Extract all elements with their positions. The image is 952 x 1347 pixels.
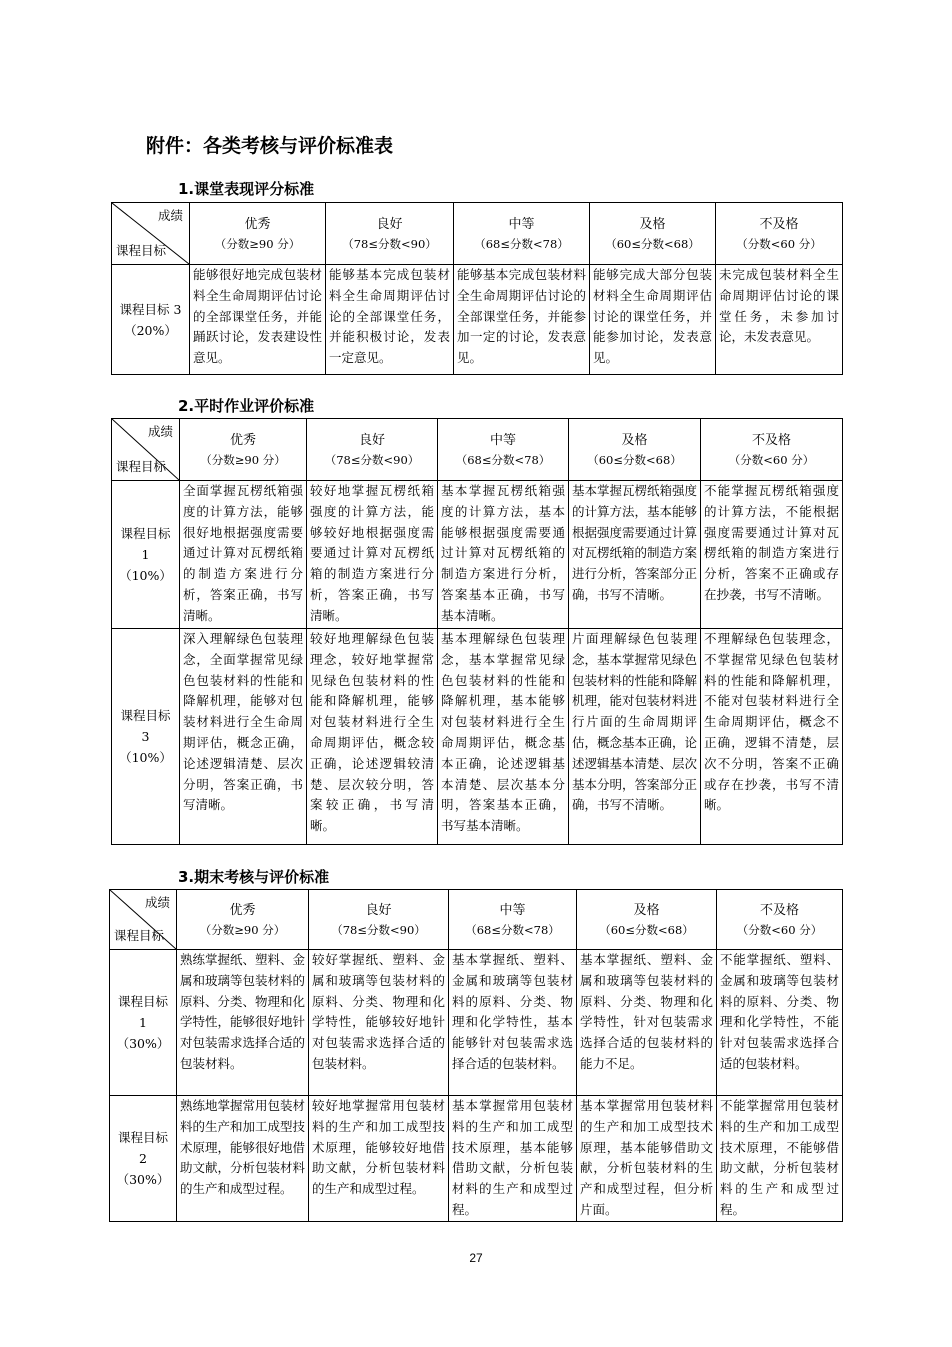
table-row bbox=[110, 1096, 843, 1222]
criteria-cell: 全面掌握瓦楞纸箱强度的计算方法，能够很好地根据强度需要通过计算对瓦楞纸箱的制造方案进行分析，答案正确，书写清晰。 bbox=[180, 481, 307, 629]
criteria-cell: 不理解绿色包装理念，不掌握常见绿色包装材料的性能和降解机理，不能对包装材料进行全生命周期评估，概念不正确，逻辑不清楚，层次不分明，答案不正确或存在抄袭，书写不清晰。 bbox=[701, 629, 843, 845]
criteria-cell: 深入理解绿色包装理念，全面掌握常见绿色包装材料的性能和降解机理，能够对包装材料进行全生命周期评估，概念正确，论述逻辑清楚、层次分明，答案正确，书写清晰。 bbox=[180, 629, 307, 845]
criteria-cell: 基本掌握常用包装材料的生产和加工成型技术原理，基本能够借助文献，分析包装材料的生产和成型过程，但分析片面。 bbox=[577, 1096, 717, 1222]
corner-target-label: 课程目标 bbox=[116, 459, 167, 475]
grade-header-medium: 中等 （68≤分数<78） bbox=[438, 419, 569, 481]
grade-header-excellent: 优秀 （分数≥90 分） bbox=[180, 419, 307, 481]
grade-header-good: 良好 （78≤分数<90） bbox=[307, 419, 438, 481]
criteria-cell: 基本掌握常用包装材料的生产和加工成型技术原理，基本能够借助文献，分析包装材料的生产和成型过程。 bbox=[449, 1096, 577, 1222]
corner-grade-label: 成绩 bbox=[157, 208, 183, 223]
criteria-cell: 能够基本完成包装材料全生命周期评估讨论的全部课堂任务，并能积极讨论，发表一定意见。 bbox=[326, 265, 454, 375]
section-heading-1: 1.课堂表现评分标准 bbox=[178, 180, 315, 198]
grade-header-good: 良好 （78≤分数<90） bbox=[309, 890, 449, 950]
header-corner-cell bbox=[112, 203, 190, 265]
grade-header-medium: 中等 （68≤分数<78） bbox=[449, 890, 577, 950]
grade-header-medium: 中等 （68≤分数<78） bbox=[454, 203, 590, 265]
header-corner-cell bbox=[110, 890, 177, 950]
criteria-cell: 较好地掌握瓦楞纸箱强度的计算方法，能够较好地根据强度需要通过计算对瓦楞纸箱的制造方案进行分析，答案正确，书写清晰。 bbox=[307, 481, 438, 629]
criteria-cell: 较好地理解绿色包装理念，较好地掌握常见绿色包装材料的性能和降解机理，能够对包装材料进行全生命周期评估，概念较正确，论述逻辑较清楚、层次较分明，答案较正确，书写清晰。 bbox=[307, 629, 438, 845]
corner-grade-label: 成绩 bbox=[144, 895, 170, 910]
course-target-cell: 课程目标 3 （20%） bbox=[112, 265, 190, 375]
criteria-cell: 不能掌握瓦楞纸箱强度的计算方法，不能根据强度需要通过计算对瓦楞纸箱的制造方案进行分析，答案不正确或存在抄袭，书写不清晰。 bbox=[701, 481, 843, 629]
criteria-cell: 较好地掌握常用包装材料的生产和加工成型技术原理，能够较好地借助文献，分析包装材料的生产和成型过程。 bbox=[309, 1096, 449, 1222]
grade-header-excellent: 优秀 （分数≥90 分） bbox=[190, 203, 326, 265]
table-row bbox=[112, 629, 843, 845]
criteria-cell: 能够很好地完成包装材料全生命周期评估讨论的全部课堂任务，并能踊跃讨论，发表建设性意见。 bbox=[190, 265, 326, 375]
corner-target-label: 课程目标 bbox=[116, 243, 167, 259]
criteria-cell: 能够基本完成包装材料全生命周期评估讨论的全部课堂任务，并能参加一定的讨论，发表意见。 bbox=[454, 265, 590, 375]
section-heading-2: 2.平时作业评价标准 bbox=[178, 397, 315, 415]
corner-target-label: 课程目标 bbox=[114, 928, 165, 944]
table-row bbox=[112, 265, 843, 375]
criteria-cell: 片面理解绿色包装理念，基本掌握常见绿色包装材料的性能和降解机理，能对包装材料进行片面的生命周期评估，概念基本正确，论述逻辑基本清楚、层次基本分明，答案部分正确，书写不清晰。 bbox=[569, 629, 701, 845]
criteria-cell: 熟练地掌握常用包装材料的生产和加工成型技术原理，能够很好地借助文献，分析包装材料的生产和成型过程。 bbox=[177, 1096, 309, 1222]
criteria-cell: 不能掌握纸、塑料、金属和玻璃等包装材料的原料、分类、物理和化学特性，不能针对包装需求选择合适的包装材料。 bbox=[717, 950, 843, 1096]
grade-header-fail: 不及格 （分数<60 分） bbox=[701, 419, 843, 481]
course-target-cell: 课程目标 1 （30%） bbox=[110, 950, 177, 1096]
criteria-cell: 基本掌握瓦楞纸箱强度的计算方法，基本能够根据强度需要通过计算对瓦楞纸箱的制造方案进行分析，答案基本正确，书写基本清晰。 bbox=[438, 481, 569, 629]
final-exam-table bbox=[109, 889, 843, 1222]
corner-grade-label: 成绩 bbox=[147, 424, 173, 439]
grade-header-pass: 及格 （60≤分数<68） bbox=[577, 890, 717, 950]
criteria-cell: 基本掌握瓦楞纸箱强度的计算方法，基本能够根据强度需要通过计算对瓦楞纸箱的制造方案进行分析，答案部分正确，书写不清晰。 bbox=[569, 481, 701, 629]
grade-header-pass: 及格 （60≤分数<68） bbox=[569, 419, 701, 481]
document-title: 附件：各类考核与评价标准表 bbox=[146, 135, 394, 157]
page-number: 27 bbox=[469, 1251, 483, 1265]
criteria-cell: 基本掌握纸、塑料、金属和玻璃等包装材料的原料、分类、物理和化学特性，针对包装需求选择合适的包装材料的能力不足。 bbox=[577, 950, 717, 1096]
course-target-cell: 课程目标 1 （10%） bbox=[112, 481, 180, 629]
course-target-cell: 课程目标 3 （10%） bbox=[112, 629, 180, 845]
grade-header-excellent: 优秀 （分数≥90 分） bbox=[177, 890, 309, 950]
grade-header-good: 良好 （78≤分数<90） bbox=[326, 203, 454, 265]
grade-header-fail: 不及格 （分数<60 分） bbox=[716, 203, 843, 265]
criteria-cell: 较好掌握纸、塑料、金属和玻璃等包装材料的原料、分类、物理和化学特性，能够较好地针对包装需求选择合适的包装材料。 bbox=[309, 950, 449, 1096]
header-corner-cell bbox=[112, 419, 180, 481]
course-target-cell: 课程目标 2 （30%） bbox=[110, 1096, 177, 1222]
section-heading-3: 3.期末考核与评价标准 bbox=[178, 868, 330, 886]
homework-table bbox=[111, 418, 843, 845]
classroom-performance-table bbox=[111, 202, 843, 375]
table-row bbox=[110, 950, 843, 1096]
criteria-cell: 熟练掌握纸、塑料、金属和玻璃等包装材料的原料、分类、物理和化学特性，能够很好地针对包装需求选择合适的包装材料。 bbox=[177, 950, 309, 1096]
table-row bbox=[112, 481, 843, 629]
criteria-cell: 基本理解绿色包装理念，基本掌握常见绿色包装材料的性能和降解机理，基本能够对包装材料进行全生命周期评估，概念基本正确，论述逻辑基本清楚、层次基本分明，答案基本正确，书写基本清晰。 bbox=[438, 629, 569, 845]
grade-header-pass: 及格 （60≤分数<68） bbox=[590, 203, 716, 265]
criteria-cell: 不能掌握常用包装材料的生产和加工成型技术原理，不能够借助文献，分析包装材料的生产和成型过程。 bbox=[717, 1096, 843, 1222]
criteria-cell: 未完成包装材料全生命周期评估讨论的课堂任务，未参加讨论，未发表意见。 bbox=[716, 265, 843, 375]
criteria-cell: 能够完成大部分包装材料全生命周期评估讨论的课堂任务，并能参加讨论，发表意见。 bbox=[590, 265, 716, 375]
criteria-cell: 基本掌握纸、塑料、金属和玻璃等包装材料的原料、分类、物理和化学特性，基本能够针对包装需求选择合适的包装材料。 bbox=[449, 950, 577, 1096]
grade-header-fail: 不及格 （分数<60 分） bbox=[717, 890, 843, 950]
